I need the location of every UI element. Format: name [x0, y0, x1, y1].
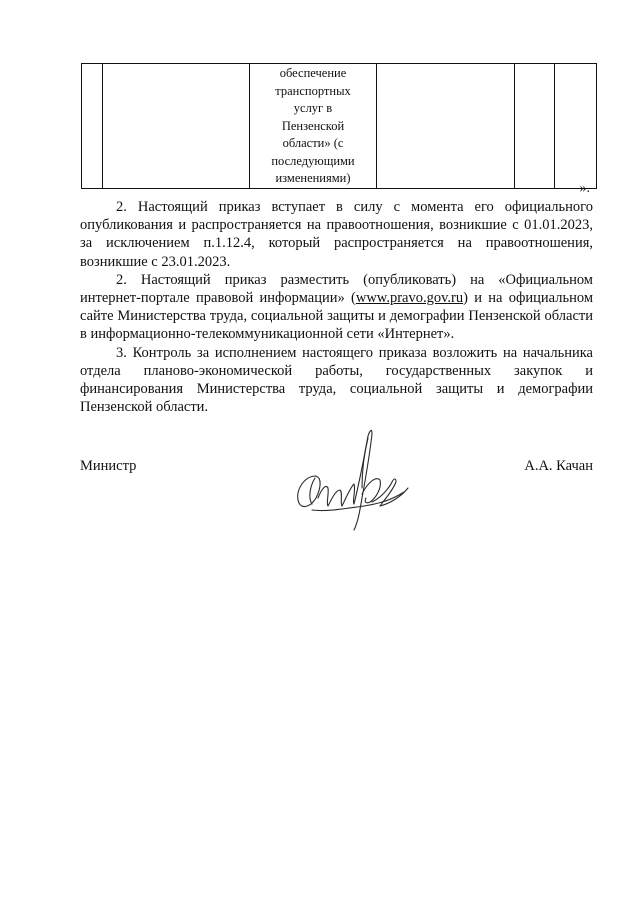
table-cell-empty — [82, 64, 103, 189]
cell-line: изменениями) — [275, 171, 351, 185]
handwritten-signature — [288, 418, 418, 533]
paragraph-control: 3. Контроль за исполнением настоящего приказа возложить на начальника отдела планово-экономической работы, государственных закупок и финансирования Министерства труда, социальной защиты и демографии Пензенской области. — [80, 344, 593, 416]
cell-line: области» (с — [282, 136, 344, 150]
paragraph-effective-date: 2. Настоящий приказ вступает в силу с момента его официального опубликования и распространяется на правоотношения, возникшие с 01.01.2023, за исключением п.1.12.4, который распространяется на правоотношения, возникшие с 23.01.2023. — [80, 199, 593, 270]
pravo-link[interactable]: www.pravo.gov.ru — [355, 290, 464, 307]
cell-line: последующими — [271, 153, 355, 168]
signer-position: Министр — [80, 458, 137, 474]
table-cell-empty — [555, 64, 597, 189]
paragraph-publication — [80, 271, 593, 344]
closing-quote: ». — [579, 181, 590, 196]
signer-name: А.А. Качан — [524, 458, 593, 474]
cell-line: обеспечение — [279, 66, 347, 80]
publication-text-before: 2. Настоящий приказ разместить (опубликовать) на «Официальном интернет-портале правовой информации» ( — [80, 271, 593, 307]
table-fragment — [81, 63, 597, 189]
cell-line: Пензенской — [281, 118, 345, 133]
publication-text-after: ) и на официальном сайте Министерства труда, социальной защиты и демографии Пензенской области в информационно-телекоммуникационной сети «Интернет». — [80, 290, 593, 343]
table-cell-empty — [103, 64, 250, 189]
table-cell-text — [250, 64, 377, 189]
cell-line: услуг в — [293, 101, 333, 115]
order-body — [80, 198, 593, 416]
cell-line: транспортных — [275, 83, 351, 98]
table-cell-empty — [515, 64, 555, 189]
table-row — [82, 64, 597, 189]
table-cell-empty — [377, 64, 515, 189]
